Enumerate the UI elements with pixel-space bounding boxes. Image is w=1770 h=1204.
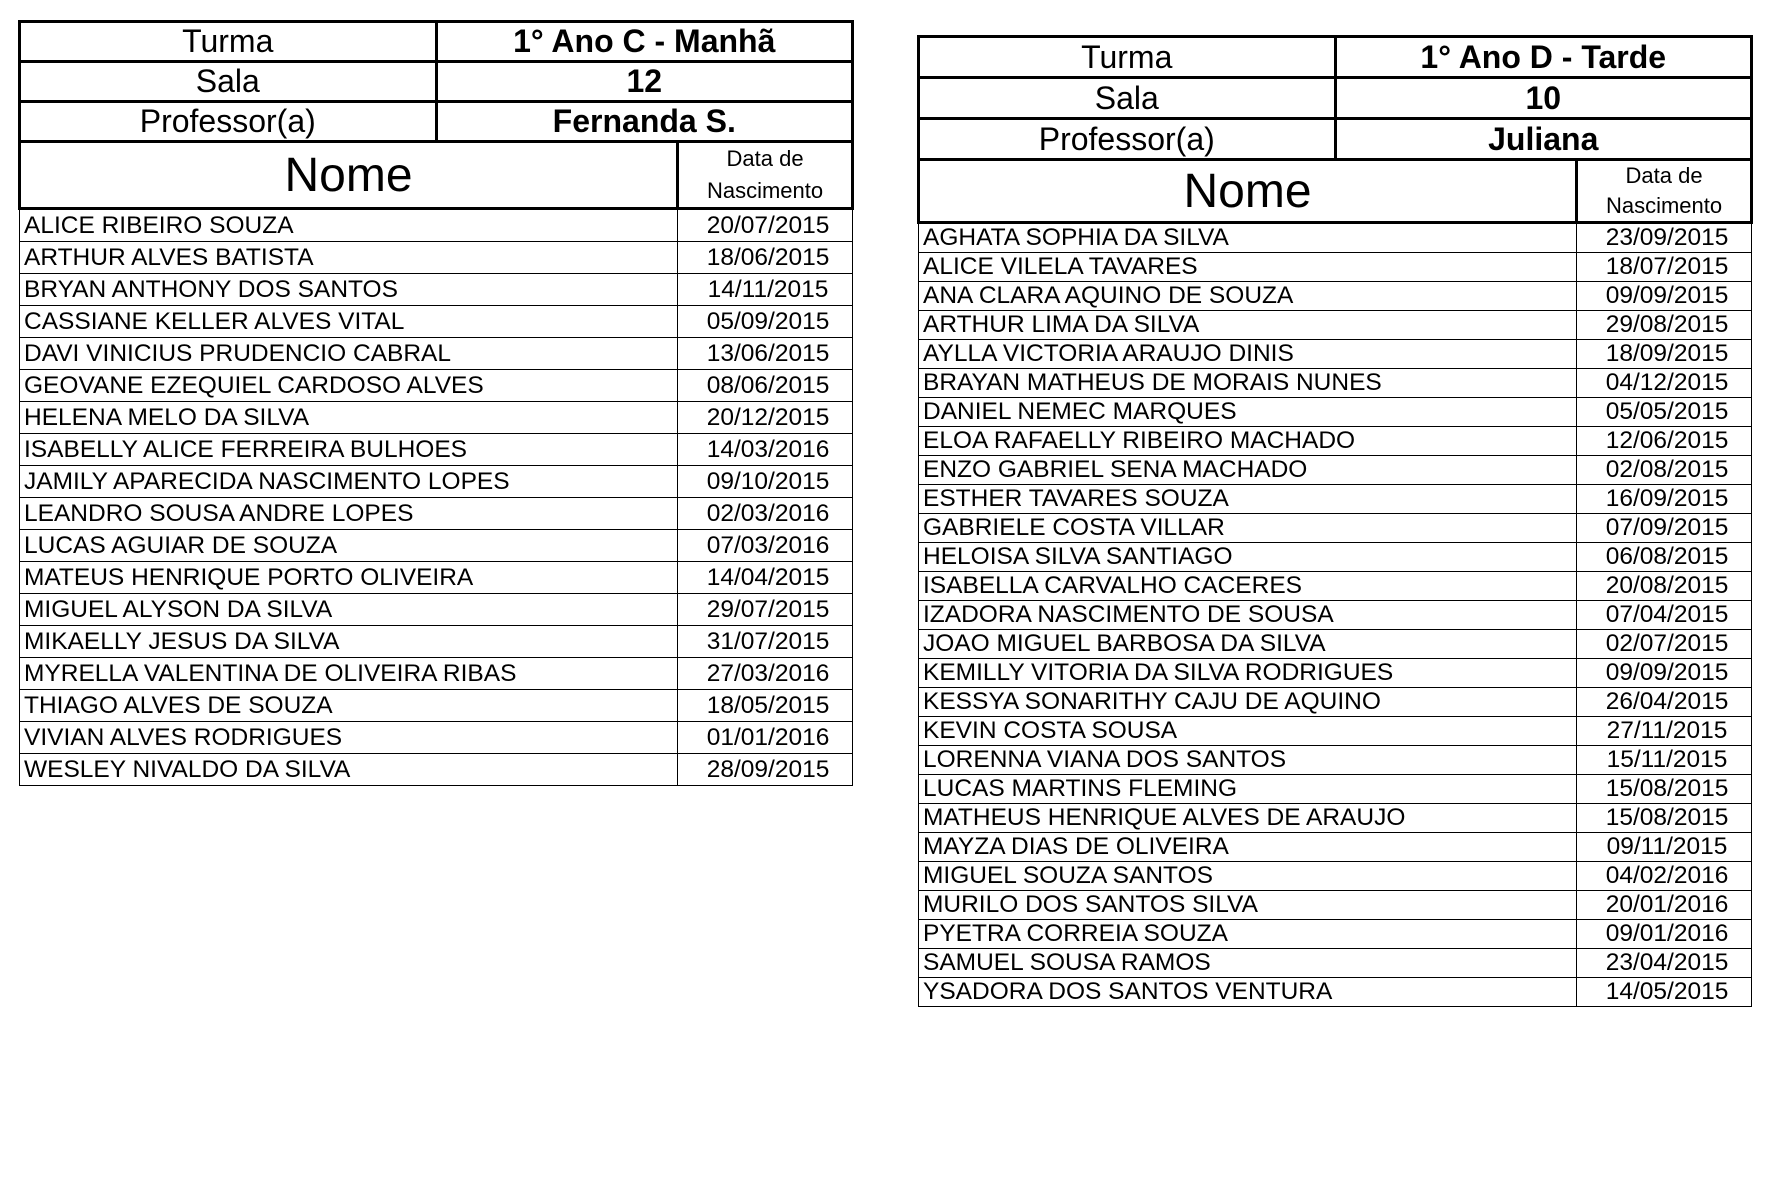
student-row (919, 282, 1752, 311)
student-name: MATHEUS HENRIQUE ALVES DE ARAUJO (919, 804, 1577, 833)
student-row (20, 434, 853, 466)
sala-value: 10 (1335, 78, 1752, 119)
student-name: JOAO MIGUEL BARBOSA DA SILVA (919, 630, 1577, 659)
student-dob: 27/03/2016 (678, 658, 853, 690)
student-name: IZADORA NASCIMENTO DE SOUSA (919, 601, 1577, 630)
student-dob: 04/12/2015 (1577, 369, 1752, 398)
student-dob: 02/08/2015 (1577, 456, 1752, 485)
student-name: ENZO GABRIEL SENA MACHADO (919, 456, 1577, 485)
student-name: ISABELLA CARVALHO CACERES (919, 572, 1577, 601)
student-dob: 15/08/2015 (1577, 804, 1752, 833)
turma-label: Turma (20, 22, 437, 62)
student-row (919, 456, 1752, 485)
student-row (919, 630, 1752, 659)
student-dob: 28/09/2015 (678, 754, 853, 786)
student-dob: 20/01/2016 (1577, 891, 1752, 920)
student-dob: 07/04/2015 (1577, 601, 1752, 630)
student-row (919, 949, 1752, 978)
student-row (919, 398, 1752, 427)
student-name: LORENNA VIANA DOS SANTOS (919, 746, 1577, 775)
student-row (919, 804, 1752, 833)
student-name: GABRIELE COSTA VILLAR (919, 514, 1577, 543)
student-dob: 08/06/2015 (678, 370, 853, 402)
nome-column-header: Nome (20, 142, 678, 209)
student-row (20, 242, 853, 274)
student-row (919, 514, 1752, 543)
student-dob: 20/12/2015 (678, 402, 853, 434)
student-name: LUCAS AGUIAR DE SOUZA (20, 530, 678, 562)
student-row (919, 311, 1752, 340)
student-dob: 23/04/2015 (1577, 949, 1752, 978)
student-dob: 07/03/2016 (678, 530, 853, 562)
student-dob: 02/03/2016 (678, 498, 853, 530)
student-row (919, 920, 1752, 949)
sala-label: Sala (919, 78, 1336, 119)
student-row (20, 466, 853, 498)
sala-value: 12 (436, 62, 853, 102)
student-dob: 23/09/2015 (1577, 223, 1752, 253)
student-row (919, 775, 1752, 804)
student-row (20, 562, 853, 594)
student-dob: 27/11/2015 (1577, 717, 1752, 746)
student-dob: 16/09/2015 (1577, 485, 1752, 514)
student-row (20, 370, 853, 402)
student-name: MATEUS HENRIQUE PORTO OLIVEIRA (20, 562, 678, 594)
student-dob: 14/03/2016 (678, 434, 853, 466)
professor-label: Professor(a) (919, 119, 1336, 160)
sala-row (20, 62, 853, 102)
student-row (919, 688, 1752, 717)
turma-value: 1° Ano D - Tarde (1335, 37, 1752, 78)
student-row (20, 402, 853, 434)
student-list-body (20, 209, 853, 786)
student-name: KESSYA SONARITHY CAJU DE AQUINO (919, 688, 1577, 717)
student-dob: 18/09/2015 (1577, 340, 1752, 369)
student-name: HELOISA SILVA SANTIAGO (919, 543, 1577, 572)
turma-row (919, 37, 1752, 78)
student-dob: 26/04/2015 (1577, 688, 1752, 717)
student-row (919, 253, 1752, 282)
student-row (20, 754, 853, 786)
student-dob: 15/11/2015 (1577, 746, 1752, 775)
student-row (919, 717, 1752, 746)
student-name: HELENA MELO DA SILVA (20, 402, 678, 434)
student-list-header (919, 160, 1752, 223)
student-row (20, 658, 853, 690)
student-row (919, 601, 1752, 630)
student-dob: 09/01/2016 (1577, 920, 1752, 949)
class-info-table (917, 35, 1753, 161)
student-name: MURILO DOS SANTOS SILVA (919, 891, 1577, 920)
student-dob: 07/09/2015 (1577, 514, 1752, 543)
student-dob: 09/11/2015 (1577, 833, 1752, 862)
student-name: JAMILY APARECIDA NASCIMENTO LOPES (20, 466, 678, 498)
professor-row (20, 102, 853, 142)
student-dob: 14/05/2015 (1577, 978, 1752, 1007)
roster-table-class-c (18, 20, 854, 786)
student-dob: 04/02/2016 (1577, 862, 1752, 891)
student-row (20, 338, 853, 370)
student-dob: 01/01/2016 (678, 722, 853, 754)
roster-table-class-d (917, 35, 1753, 1007)
student-dob: 20/08/2015 (1577, 572, 1752, 601)
student-list-table (917, 158, 1753, 1007)
student-dob: 18/06/2015 (678, 242, 853, 274)
student-dob: 13/06/2015 (678, 338, 853, 370)
student-row (919, 223, 1752, 253)
student-name: ALICE RIBEIRO SOUZA (20, 209, 678, 242)
student-name: BRAYAN MATHEUS DE MORAIS NUNES (919, 369, 1577, 398)
student-name: AGHATA SOPHIA DA SILVA (919, 223, 1577, 253)
student-dob: 06/08/2015 (1577, 543, 1752, 572)
student-name: THIAGO ALVES DE SOUZA (20, 690, 678, 722)
class-info-table (18, 20, 854, 143)
student-row (20, 626, 853, 658)
student-dob: 09/09/2015 (1577, 659, 1752, 688)
student-name: KEMILLY VITORIA DA SILVA RODRIGUES (919, 659, 1577, 688)
student-name: SAMUEL SOUSA RAMOS (919, 949, 1577, 978)
student-dob: 18/05/2015 (678, 690, 853, 722)
student-name: LEANDRO SOUSA ANDRE LOPES (20, 498, 678, 530)
student-name: MIGUEL SOUZA SANTOS (919, 862, 1577, 891)
student-dob: 15/08/2015 (1577, 775, 1752, 804)
student-row (20, 306, 853, 338)
sala-row (919, 78, 1752, 119)
professor-value: Juliana (1335, 119, 1752, 160)
student-row (20, 722, 853, 754)
student-row (919, 543, 1752, 572)
student-row (919, 659, 1752, 688)
student-name: ARTHUR LIMA DA SILVA (919, 311, 1577, 340)
student-name: LUCAS MARTINS FLEMING (919, 775, 1577, 804)
dob-column-header: Data de Nascimento (678, 142, 853, 209)
professor-label: Professor(a) (20, 102, 437, 142)
student-name: BRYAN ANTHONY DOS SANTOS (20, 274, 678, 306)
student-name: CASSIANE KELLER ALVES VITAL (20, 306, 678, 338)
student-dob: 14/04/2015 (678, 562, 853, 594)
professor-row (919, 119, 1752, 160)
student-name: MYRELLA VALENTINA DE OLIVEIRA RIBAS (20, 658, 678, 690)
student-dob: 09/09/2015 (1577, 282, 1752, 311)
student-row (919, 340, 1752, 369)
student-list-body (919, 223, 1752, 1007)
student-name: ARTHUR ALVES BATISTA (20, 242, 678, 274)
student-name: PYETRA CORREIA SOUZA (919, 920, 1577, 949)
student-list-header (20, 142, 853, 209)
student-dob: 29/07/2015 (678, 594, 853, 626)
student-name: DANIEL NEMEC MARQUES (919, 398, 1577, 427)
student-dob: 05/09/2015 (678, 306, 853, 338)
student-name: KEVIN COSTA SOUSA (919, 717, 1577, 746)
student-dob: 31/07/2015 (678, 626, 853, 658)
turma-value: 1° Ano C - Manhã (436, 22, 853, 62)
student-row (20, 274, 853, 306)
student-name: MAYZA DIAS DE OLIVEIRA (919, 833, 1577, 862)
student-name: DAVI VINICIUS PRUDENCIO CABRAL (20, 338, 678, 370)
student-row (20, 594, 853, 626)
student-name: GEOVANE EZEQUIEL CARDOSO ALVES (20, 370, 678, 402)
student-dob: 02/07/2015 (1577, 630, 1752, 659)
student-row (919, 891, 1752, 920)
student-row (919, 746, 1752, 775)
student-name: ELOA RAFAELLY RIBEIRO MACHADO (919, 427, 1577, 456)
student-name: VIVIAN ALVES RODRIGUES (20, 722, 678, 754)
student-dob: 12/06/2015 (1577, 427, 1752, 456)
student-dob: 18/07/2015 (1577, 253, 1752, 282)
turma-label: Turma (919, 37, 1336, 78)
student-dob: 05/05/2015 (1577, 398, 1752, 427)
student-list-table (18, 140, 854, 786)
student-row (919, 862, 1752, 891)
student-name: ESTHER TAVARES SOUZA (919, 485, 1577, 514)
student-name: AYLLA VICTORIA ARAUJO DINIS (919, 340, 1577, 369)
professor-value: Fernanda S. (436, 102, 853, 142)
student-row (919, 485, 1752, 514)
student-row (20, 530, 853, 562)
student-row (919, 833, 1752, 862)
student-row (20, 690, 853, 722)
student-name: MIKAELLY JESUS DA SILVA (20, 626, 678, 658)
dob-column-header: Data de Nascimento (1577, 160, 1752, 223)
student-row (919, 369, 1752, 398)
student-dob: 29/08/2015 (1577, 311, 1752, 340)
student-row (919, 978, 1752, 1007)
student-name: ISABELLY ALICE FERREIRA BULHOES (20, 434, 678, 466)
student-name: ANA CLARA AQUINO DE SOUZA (919, 282, 1577, 311)
student-dob: 09/10/2015 (678, 466, 853, 498)
student-name: WESLEY NIVALDO DA SILVA (20, 754, 678, 786)
student-row (20, 498, 853, 530)
nome-column-header: Nome (919, 160, 1577, 223)
student-row (919, 572, 1752, 601)
sala-label: Sala (20, 62, 437, 102)
student-dob: 20/07/2015 (678, 209, 853, 242)
student-dob: 14/11/2015 (678, 274, 853, 306)
student-row (20, 209, 853, 242)
student-name: MIGUEL ALYSON DA SILVA (20, 594, 678, 626)
student-name: ALICE VILELA TAVARES (919, 253, 1577, 282)
turma-row (20, 22, 853, 62)
student-row (919, 427, 1752, 456)
student-name: YSADORA DOS SANTOS VENTURA (919, 978, 1577, 1007)
